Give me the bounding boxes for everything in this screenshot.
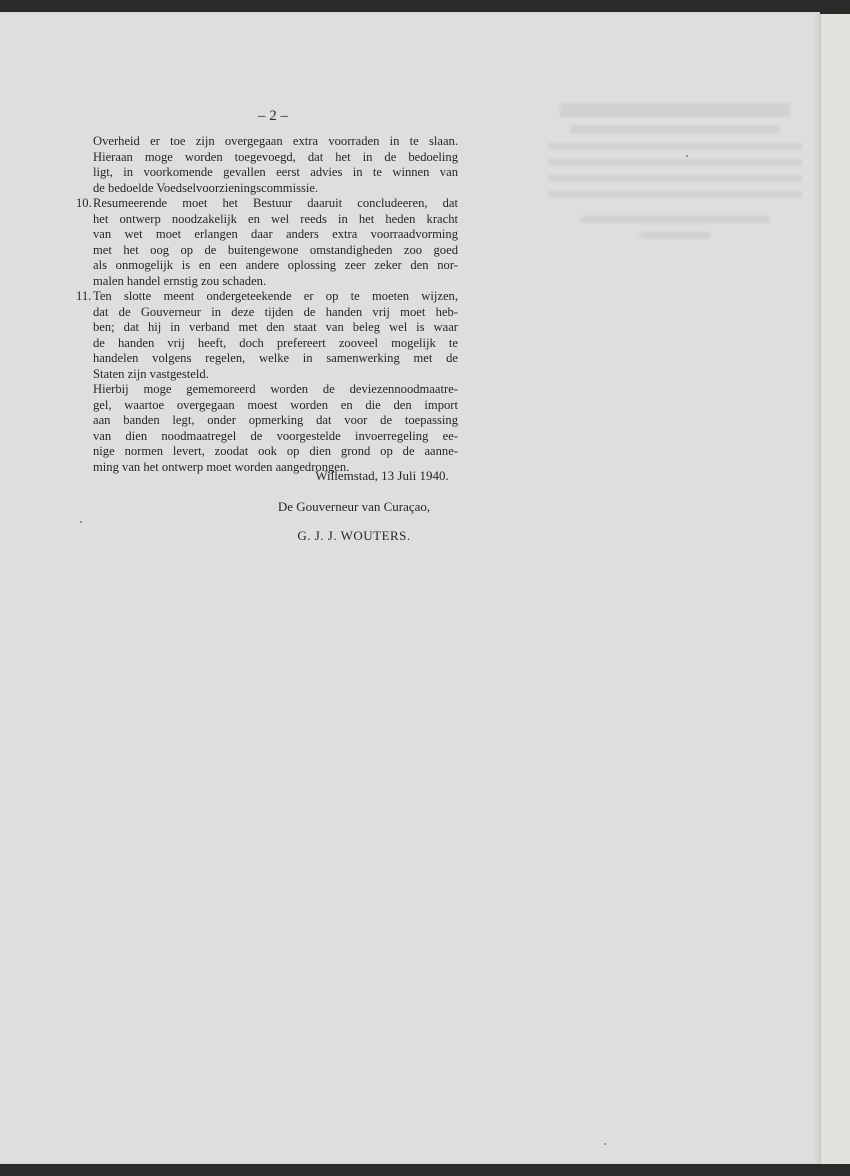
- text-line: [76, 227, 458, 243]
- line-text: aan banden legt, onder opmerking dat voor de toepassing: [93, 413, 458, 427]
- item-number: 10.: [76, 196, 92, 210]
- text-line: [76, 243, 458, 259]
- document-page: [0, 12, 820, 1164]
- text-line: [76, 289, 458, 305]
- text-line: [76, 196, 458, 212]
- line-text: de bedoelde Voedselvoorzieningscommissie.: [93, 180, 319, 195]
- line-text: het ontwerp noodzakelijk en wel reeds in het heden kracht: [93, 211, 458, 226]
- text-line: [76, 444, 458, 460]
- page-number: – 2 –: [258, 108, 288, 124]
- line-text: ming van het ontwerp moet worden aangedrongen.: [93, 459, 350, 474]
- text-line: [76, 134, 458, 150]
- text-line: [76, 413, 458, 429]
- body-text: [76, 134, 458, 475]
- line-text: van dien noodmaatregel de voorgestelde invoerregeling ee-: [93, 428, 458, 443]
- signatory-name: G. J. J. WOUTERS.: [297, 528, 411, 543]
- paper-speck: [80, 521, 82, 523]
- line-text: ben; dat hij in verband met den staat van beleg wel is waar: [93, 320, 458, 334]
- line-text: Resumeerende moet het Bestuur daaruit concludeeren, dat: [93, 196, 458, 210]
- line-text: Hieraan moge worden toegevoegd, dat het in de bedoeling: [93, 149, 458, 164]
- line-text: ligt, in voorkomende gevallen eerst advies in te winnen van: [93, 165, 458, 179]
- bleed-through-shadow: [530, 97, 820, 337]
- item-number: 11.: [76, 289, 92, 303]
- signatory-title: De Gouverneur van Curaçao,: [277, 499, 431, 514]
- text-line: [76, 258, 458, 274]
- paper-speck: [604, 1143, 606, 1145]
- text-line: [76, 336, 458, 352]
- line-text: Staten zijn vastgesteld.: [93, 366, 209, 381]
- line-text: Overheid er toe zijn overgegaan extra voorraden in te slaan.: [93, 134, 458, 148]
- text-line: [76, 320, 458, 336]
- line-text: de handen vrij heeft, doch prefereert zooveel mogelijk te: [93, 335, 458, 350]
- text-line: [76, 150, 458, 166]
- paper-speck: [686, 155, 688, 157]
- adjacent-page-edge: [820, 14, 850, 1164]
- text-line: [76, 165, 458, 181]
- line-text: Hierbij moge gememoreerd worden de deviezennoodmaatre-: [93, 382, 458, 396]
- line-text: met het oog op de buitengewone omstandigheden zoo goed: [93, 242, 458, 257]
- text-line: [76, 274, 458, 290]
- text-line: [76, 181, 458, 197]
- line-text: dat de Gouverneur in deze tijden de handen vrij moet heb-: [93, 304, 458, 319]
- text-line: [76, 429, 458, 445]
- place-date: Willemstad, 13 Juli 1940.: [315, 468, 449, 483]
- text-line: [76, 367, 458, 383]
- line-text: Ten slotte meent ondergeteekende er op te moeten wijzen,: [93, 289, 458, 303]
- text-line: [76, 398, 458, 414]
- line-text: gel, waartoe overgegaan moest worden en die den import: [93, 397, 458, 412]
- text-line: [76, 351, 458, 367]
- line-text: als onmogelijk is en een andere oplossing zeer zeker den nor-: [93, 258, 458, 272]
- text-line: [76, 305, 458, 321]
- line-text: malen handel ernstig zou schaden.: [93, 273, 267, 288]
- text-line: [76, 212, 458, 228]
- line-text: handelen volgens regelen, welke in samenwerking met de: [93, 351, 458, 365]
- line-text: nige normen levert, zoodat ook op dien grond op de aanne-: [93, 444, 458, 458]
- line-text: van wet moet erlangen daar anders extra voorraadvorming: [93, 227, 458, 241]
- text-line: [76, 382, 458, 398]
